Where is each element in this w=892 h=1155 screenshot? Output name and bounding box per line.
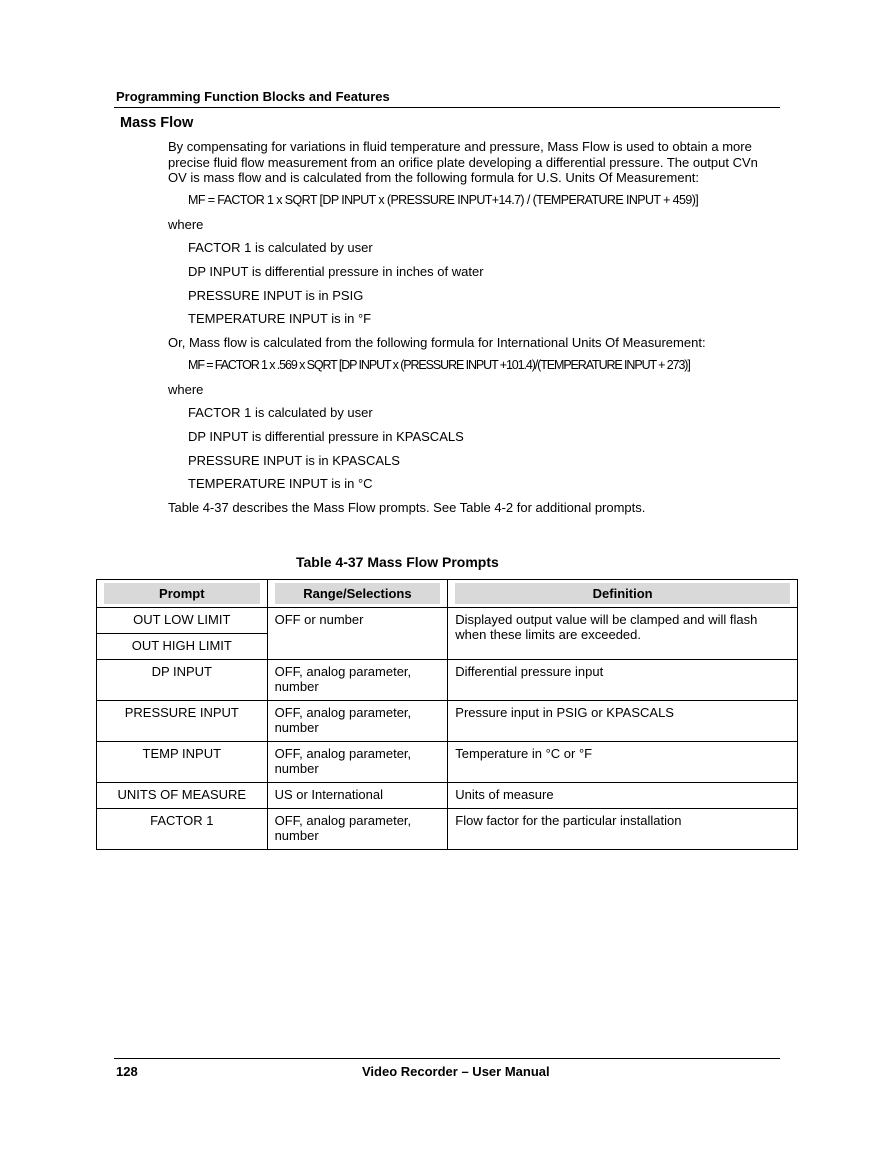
header-cell-prompt [97,580,268,608]
table-row [97,742,798,783]
definition-cell: Displayed output value will be clamped and will flash when these limits are exceeded. [448,608,798,660]
running-header: Programming Function Blocks and Features [116,89,390,104]
intro-paragraph: By compensating for variations in fluid temperature and pressure, Mass Flow is used to obtain a more precise fluid flow measurement from an orifice plate developing a differential pressure. The output CVn OV is mass flow and is calculated from the following formula for U.S. Units Of Measurement: [168,139,758,185]
intl-formula: MF = FACTOR 1 x .569 x SQRT [DP INPUT x (PRESSURE INPUT +101.4)/(TEMPERATURE INPUT + 273)] [188,358,690,372]
intl-definition: PRESSURE INPUT is in KPASCALS [188,453,400,468]
definition-cell: Temperature in °C or °F [448,742,798,783]
prompt-cell: TEMP INPUT [97,742,268,783]
prompt-cell: PRESSURE INPUT [97,701,268,742]
definition-cell: Flow factor for the particular installation [448,809,798,850]
us-definition: PRESSURE INPUT is in PSIG [188,288,364,303]
prompt-cell: OUT LOW LIMIT [97,608,268,634]
range-cell: OFF, analog parameter, number [267,809,448,850]
table-reference-text: Table 4-37 describes the Mass Flow prompts. See Table 4-2 for additional prompts. [168,500,646,515]
header-label: Range/Selections [275,583,441,604]
range-cell: OFF, analog parameter, number [267,742,448,783]
header-label: Definition [455,583,790,604]
us-definition: FACTOR 1 is calculated by user [188,240,373,255]
range-cell: US or International [267,783,448,809]
definition-cell: Differential pressure input [448,660,798,701]
table-row [97,608,798,634]
definition-cell: Pressure input in PSIG or KPASCALS [448,701,798,742]
table-row [97,701,798,742]
header-cell-range [267,580,448,608]
intl-where-label: where [168,382,204,397]
table-row [97,783,798,809]
footer-rule [114,1058,780,1059]
intl-definition: DP INPUT is differential pressure in KPASCALS [188,429,464,444]
header-rule [114,107,780,108]
prompt-cell: DP INPUT [97,660,268,701]
range-cell: OFF, analog parameter, number [267,701,448,742]
us-definition: TEMPERATURE INPUT is in °F [188,311,372,326]
mass-flow-prompts-table [96,579,798,850]
us-formula: MF = FACTOR 1 x SQRT [DP INPUT x (PRESSURE INPUT+14.7) / (TEMPERATURE INPUT + 459)] [188,193,699,207]
header-cell-definition [448,580,798,608]
prompt-cell: UNITS OF MEASURE [97,783,268,809]
intl-intro: Or, Mass flow is calculated from the following formula for International Units Of Measurement: [168,335,706,350]
intl-definition: FACTOR 1 is calculated by user [188,405,373,420]
table-header-row [97,580,798,608]
range-cell: OFF or number [267,608,448,660]
header-label: Prompt [104,583,260,604]
definition-cell: Units of measure [448,783,798,809]
section-title: Mass Flow [120,115,194,131]
table-row [97,809,798,850]
page-number: 128 [116,1064,138,1079]
range-cell: OFF, analog parameter, number [267,660,448,701]
footer-document-title: Video Recorder – User Manual [362,1064,550,1079]
prompt-cell: OUT HIGH LIMIT [97,634,268,660]
intl-definition: TEMPERATURE INPUT is in °C [188,476,373,491]
table-row [97,660,798,701]
us-definition: DP INPUT is differential pressure in inches of water [188,264,484,279]
table-caption: Table 4-37 Mass Flow Prompts [296,554,499,570]
us-where-label: where [168,217,204,232]
prompt-cell: FACTOR 1 [97,809,268,850]
